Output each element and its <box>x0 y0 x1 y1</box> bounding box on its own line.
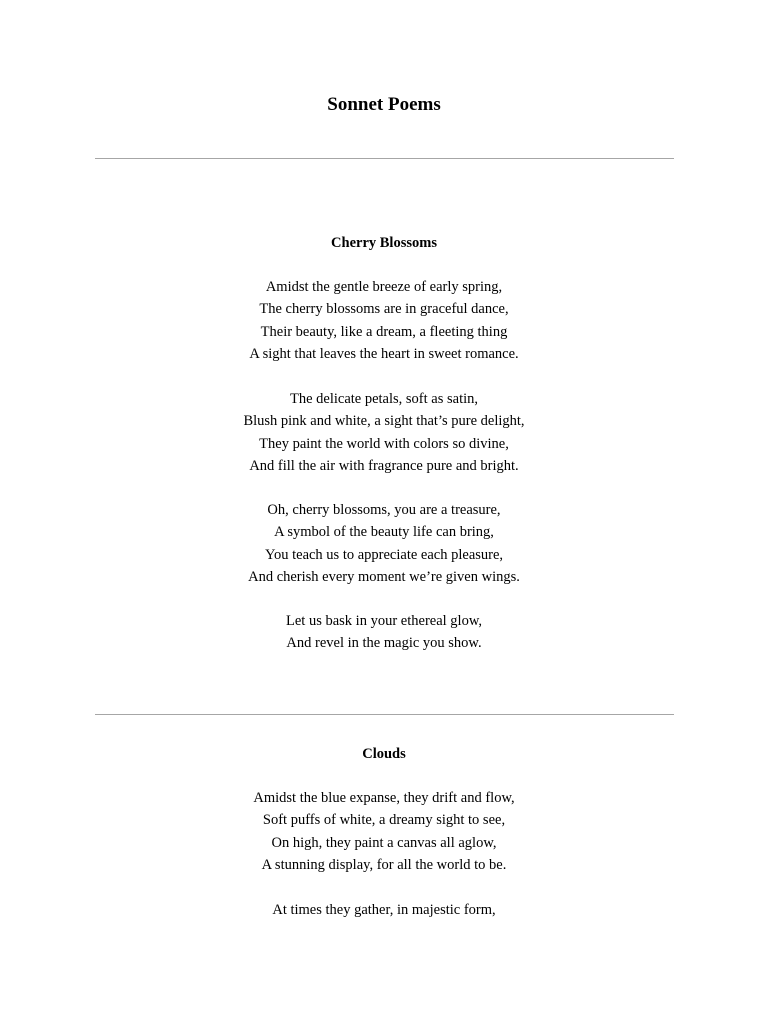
stanza <box>0 787 768 876</box>
poem-line: And fill the air with fragrance pure and bright. <box>249 457 519 474</box>
poem-title: Clouds <box>362 746 406 762</box>
poem-line: Their beauty, like a dream, a fleeting thing <box>260 323 508 340</box>
poem-line: At times they gather, in majestic form, <box>272 902 496 918</box>
stanza <box>0 276 768 365</box>
poem-line: Let us bask in your ethereal glow, <box>286 613 482 629</box>
poem-line: You teach us to appreciate each pleasure, <box>264 546 504 563</box>
poem-line: Blush pink and white, a sight that’s pure delight, <box>243 413 525 430</box>
poem-line: Soft puffs of white, a dreamy sight to see, <box>262 812 506 829</box>
stanza <box>0 610 768 655</box>
poem-title: Cherry Blossoms <box>331 235 437 251</box>
stanza <box>0 499 768 588</box>
poem-line: Amidst the blue expanse, they drift and flow, <box>253 790 515 806</box>
section-divider <box>95 714 674 715</box>
document-title: Sonnet Poems <box>327 94 441 115</box>
poem-line: On high, they paint a canvas all aglow, <box>271 834 497 851</box>
stanza <box>0 388 768 477</box>
poem-line: And cherish every moment we’re given wings. <box>248 568 520 585</box>
poem-line: And revel in the magic you show. <box>286 635 482 652</box>
poem-line: They paint the world with colors so divine, <box>259 435 509 452</box>
poem-line: Amidst the gentle breeze of early spring, <box>265 279 503 295</box>
poem-line: A stunning display, for all the world to be. <box>261 856 507 873</box>
poem-line: A symbol of the beauty life can bring, <box>274 524 494 541</box>
poem-line: Oh, cherry blossoms, you are a treasure, <box>267 502 501 518</box>
poem-line: A sight that leaves the heart in sweet romance. <box>249 345 519 362</box>
poem-line: The cherry blossoms are in graceful dance, <box>259 301 509 318</box>
poem-line: The delicate petals, soft as satin, <box>289 391 479 407</box>
section-divider <box>95 158 674 159</box>
stanza <box>0 899 768 921</box>
